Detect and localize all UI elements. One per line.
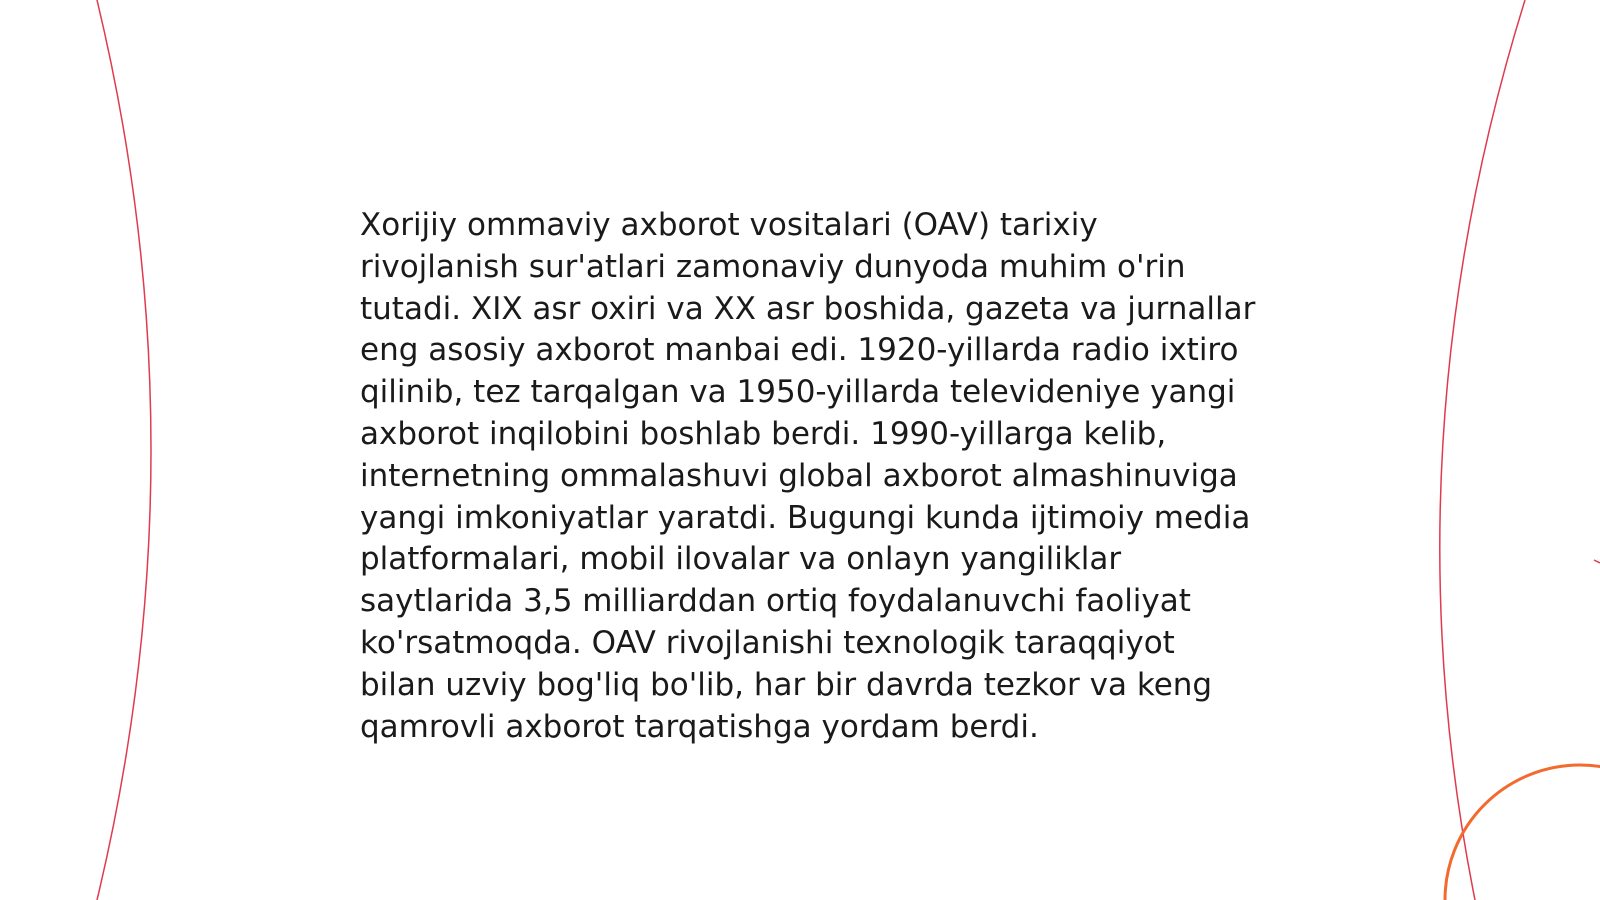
body-paragraph: Xorijiy ommaviy axborot vositalari (OAV) tarixiy rivojlanish sur'atlari zamonaviy dunyoda muhim o'rin tutadi. XIX asr oxiri va XX asr boshida, gazeta va jurnallar eng asosiy axborot manbai edi. 1920-yillarda radio ixtiro qilinib, tez tarqalgan va 1950-yillarda televideniye yangi axborot inqilobini boshlab berdi. 1990-yillarga kelib, internetning ommalashuvi global axborot almashinuviga yangi imkoniyatlar yaratdi. Bugungi kunda ijtimoiy media platformalari, mobil ilovalar va onlayn yangiliklar saytlarida 3,5 milliarddan ortiq foydalanuvchi faoliyat ko'rsatmoqda. OAV rivojlanishi texnologik taraqqiyot bilan uzviy bog'liq bo'lib, har bir davrda tezkor va keng qamrovli axborot tarqatishga yordam berdi.	[360, 207, 1256, 745]
left-arc-decoration	[97, 0, 151, 900]
right-arc-decoration	[1440, 0, 1525, 900]
orange-circle-decoration	[1445, 765, 1600, 900]
small-mark-decoration	[1594, 560, 1600, 563]
